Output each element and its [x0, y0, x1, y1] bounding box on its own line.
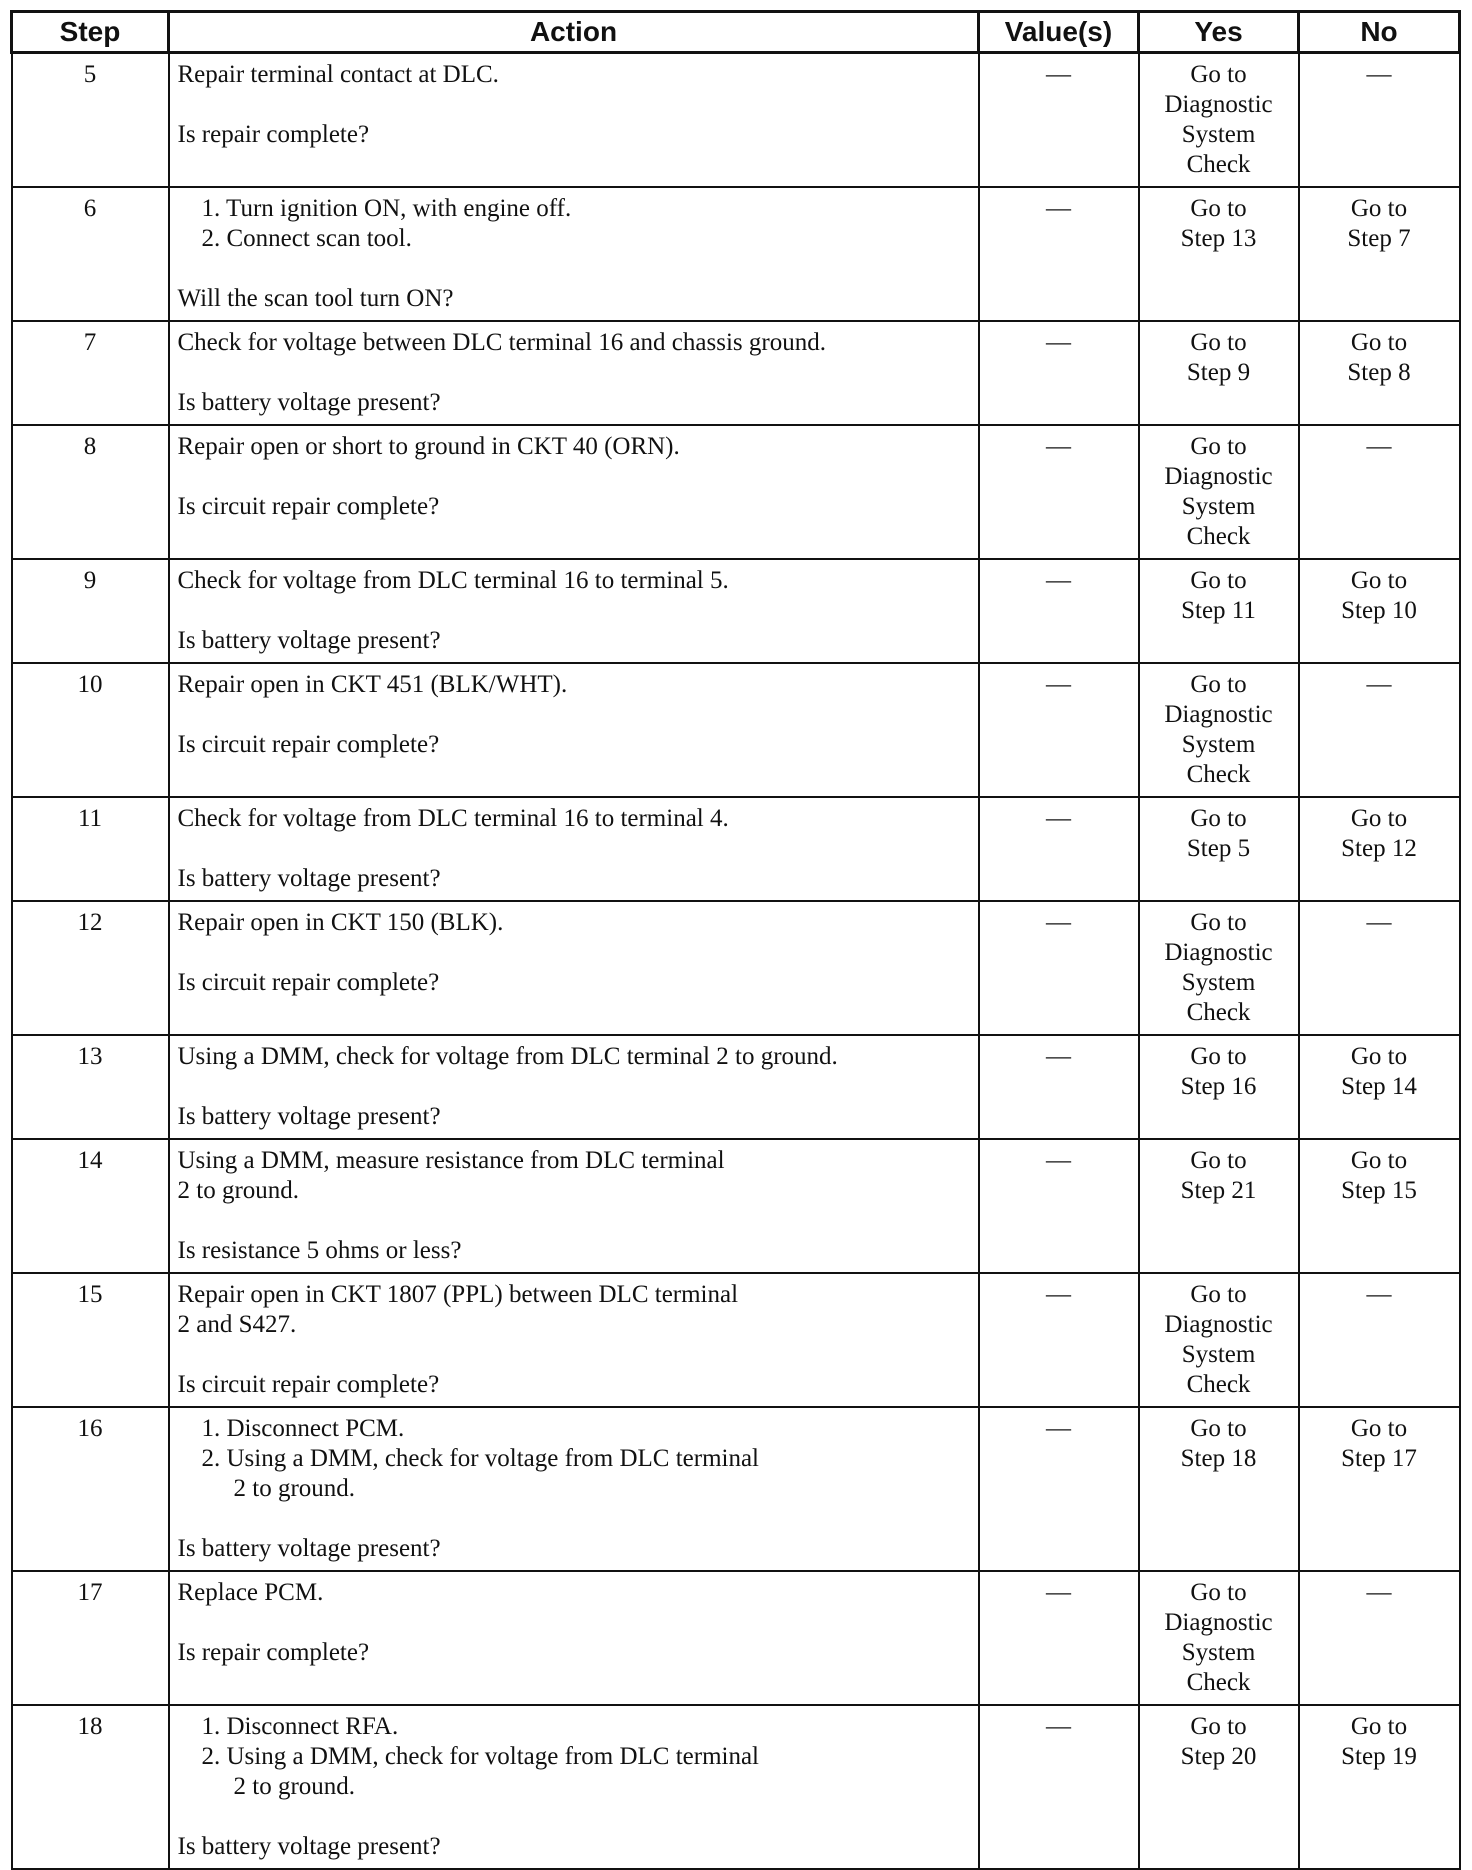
action-cell: [169, 1139, 979, 1273]
yes-cell: [1139, 425, 1299, 559]
no-result-text: Go to: [1350, 567, 1408, 594]
action-instruction: Check for voltage from DLC terminal 16 to terminal 5.: [177, 567, 729, 594]
no-result-text: Go to: [1350, 1415, 1408, 1442]
yes-result-text: Diagnostic: [1164, 1609, 1273, 1636]
action-instruction: Using a DMM, measure resistance from DLC terminal: [177, 1147, 725, 1174]
yes-result-text: Go to: [1190, 195, 1247, 222]
step-number: 8: [12, 425, 169, 559]
yes-cell: [1139, 1705, 1299, 1869]
step-number: 7: [12, 321, 169, 425]
step-number: 11: [12, 797, 169, 901]
action-question: Will the scan tool turn ON?: [177, 285, 454, 312]
yes-result-text: Go to: [1190, 433, 1247, 460]
header-yes: Yes: [1139, 12, 1299, 53]
table-row: [12, 901, 1460, 1035]
action-instruction: 2. Connect scan tool.: [201, 225, 412, 252]
action-spacer: [178, 1802, 970, 1832]
no-cell: [1299, 1705, 1460, 1869]
yes-result-text: Diagnostic: [1164, 463, 1273, 490]
no-cell: [1299, 797, 1460, 901]
no-cell: [1299, 559, 1460, 663]
value-dash: —: [1046, 805, 1071, 832]
header-no: No: [1299, 12, 1460, 53]
yes-result-text: System: [1181, 731, 1256, 758]
no-cell: [1299, 1035, 1460, 1139]
action-question: Is battery voltage present?: [177, 1833, 441, 1860]
no-result-text: —: [1366, 671, 1392, 698]
action-instruction: Check for voltage between DLC terminal 16 and chassis ground.: [177, 329, 826, 356]
action-cell: [169, 1705, 979, 1869]
table-row: [12, 1273, 1460, 1407]
no-cell: [1299, 1273, 1460, 1407]
action-spacer: [178, 1504, 970, 1534]
action-spacer: [178, 1340, 970, 1370]
action-cell: [169, 901, 979, 1035]
action-question: Is battery voltage present?: [177, 865, 441, 892]
yes-result-text: Check: [1186, 523, 1251, 550]
yes-result-text: Diagnostic: [1164, 701, 1273, 728]
table-row: [12, 321, 1460, 425]
action-question: Is battery voltage present?: [177, 1535, 441, 1562]
value-dash: —: [1046, 1579, 1071, 1606]
yes-result-text: System: [1181, 493, 1256, 520]
header-action: Action: [169, 12, 979, 53]
yes-result-text: Step 9: [1186, 359, 1251, 386]
no-result-text: —: [1366, 433, 1392, 460]
table-row: [12, 1571, 1460, 1705]
yes-cell: [1139, 1407, 1299, 1571]
no-result-text: Go to: [1350, 329, 1408, 356]
action-spacer: [178, 1608, 970, 1638]
value-cell: [979, 1705, 1139, 1869]
yes-result-text: Check: [1186, 999, 1251, 1026]
yes-cell: [1139, 53, 1299, 188]
action-cell: [169, 1035, 979, 1139]
action-instruction: Check for voltage from DLC terminal 16 to terminal 4.: [177, 805, 729, 832]
yes-cell: [1139, 1571, 1299, 1705]
action-cell: [169, 321, 979, 425]
action-cell: [169, 53, 979, 188]
action-instruction: 2. Using a DMM, check for voltage from DLC terminal: [201, 1445, 760, 1472]
action-question: Is resistance 5 ohms or less?: [177, 1237, 462, 1264]
yes-result-text: Go to: [1190, 1281, 1247, 1308]
no-result-text: Step 7: [1347, 225, 1411, 252]
action-cell: [169, 1273, 979, 1407]
table-row: [12, 1407, 1460, 1571]
yes-result-text: Check: [1186, 1669, 1251, 1696]
yes-result-text: Step 5: [1186, 835, 1251, 862]
step-number: 13: [12, 1035, 169, 1139]
no-result-text: —: [1366, 909, 1392, 936]
action-instruction: 2 to ground.: [177, 1177, 300, 1204]
yes-result-text: Step 20: [1180, 1743, 1257, 1770]
yes-result-text: Go to: [1190, 1579, 1247, 1606]
value-cell: [979, 1139, 1139, 1273]
yes-result-text: Go to: [1190, 329, 1247, 356]
yes-cell: [1139, 559, 1299, 663]
yes-cell: [1139, 1273, 1299, 1407]
no-cell: [1299, 1139, 1460, 1273]
action-instruction: Repair open in CKT 150 (BLK).: [177, 909, 504, 936]
table-row: [12, 53, 1460, 188]
table-row: [12, 1705, 1460, 1869]
value-dash: —: [1046, 329, 1071, 356]
no-result-text: —: [1366, 1281, 1392, 1308]
header-values: Value(s): [979, 12, 1139, 53]
action-cell: [169, 797, 979, 901]
no-cell: [1299, 425, 1460, 559]
yes-result-text: Go to: [1190, 61, 1247, 88]
action-question: Is circuit repair complete?: [177, 493, 440, 520]
table-row: [12, 559, 1460, 663]
yes-result-text: Diagnostic: [1164, 939, 1273, 966]
value-dash: —: [1046, 1281, 1071, 1308]
action-spacer: [178, 596, 970, 626]
action-question: Is circuit repair complete?: [177, 969, 440, 996]
yes-cell: [1139, 1035, 1299, 1139]
action-spacer: [178, 358, 970, 388]
no-result-text: Go to: [1350, 1713, 1408, 1740]
yes-result-text: System: [1181, 1639, 1256, 1666]
yes-result-text: Check: [1186, 761, 1251, 788]
no-result-text: Go to: [1350, 195, 1408, 222]
action-instruction: Using a DMM, check for voltage from DLC terminal 2 to ground.: [177, 1043, 838, 1070]
table-row: [12, 797, 1460, 901]
action-spacer: [178, 834, 970, 864]
value-cell: [979, 321, 1139, 425]
yes-result-text: Go to: [1190, 1043, 1247, 1070]
value-dash: —: [1046, 1043, 1071, 1070]
action-instruction: 2 and S427.: [177, 1311, 297, 1338]
value-dash: —: [1046, 1147, 1071, 1174]
table-row: [12, 663, 1460, 797]
action-instruction: Repair open or short to ground in CKT 40 (ORN).: [177, 433, 680, 460]
no-result-text: Step 14: [1341, 1073, 1417, 1100]
step-number: 17: [12, 1571, 169, 1705]
no-result-text: Step 15: [1341, 1177, 1417, 1204]
value-cell: [979, 663, 1139, 797]
action-cell: [169, 1571, 979, 1705]
yes-result-text: Go to: [1190, 671, 1247, 698]
action-instruction: 1. Turn ignition ON, with engine off.: [201, 195, 572, 222]
value-cell: [979, 1407, 1139, 1571]
action-spacer: [178, 700, 970, 730]
value-cell: [979, 901, 1139, 1035]
yes-result-text: Step 18: [1180, 1445, 1257, 1472]
step-number: 12: [12, 901, 169, 1035]
yes-result-text: Go to: [1190, 567, 1247, 594]
diagnostic-table-page: [10, 10, 1458, 1870]
step-number: 16: [12, 1407, 169, 1571]
no-cell: [1299, 663, 1460, 797]
value-dash: —: [1046, 909, 1071, 936]
yes-result-text: Step 11: [1181, 597, 1256, 624]
no-cell: [1299, 1407, 1460, 1571]
action-instruction: Repair terminal contact at DLC.: [177, 61, 499, 88]
action-spacer: [178, 1072, 970, 1102]
value-dash: —: [1046, 671, 1071, 698]
yes-result-text: Check: [1186, 151, 1251, 178]
value-cell: [979, 53, 1139, 188]
no-cell: [1299, 901, 1460, 1035]
value-cell: [979, 797, 1139, 901]
action-instruction: 1. Disconnect PCM.: [201, 1415, 405, 1442]
value-cell: [979, 1035, 1139, 1139]
no-result-text: Step 12: [1341, 835, 1417, 862]
yes-result-text: Step 21: [1180, 1177, 1257, 1204]
yes-result-text: Diagnostic: [1164, 91, 1273, 118]
yes-result-text: Go to: [1190, 1147, 1247, 1174]
yes-result-text: Go to: [1190, 1713, 1247, 1740]
step-number: 10: [12, 663, 169, 797]
action-instruction: Repair open in CKT 451 (BLK/WHT).: [177, 671, 568, 698]
yes-cell: [1139, 901, 1299, 1035]
action-cell: [169, 663, 979, 797]
step-number: 18: [12, 1705, 169, 1869]
no-result-text: —: [1366, 61, 1392, 88]
action-spacer: [178, 1206, 970, 1236]
yes-result-text: Go to: [1190, 1415, 1247, 1442]
action-question: Is battery voltage present?: [177, 627, 441, 654]
no-result-text: Go to: [1350, 1043, 1408, 1070]
no-result-text: Go to: [1350, 1147, 1408, 1174]
no-result-text: Step 19: [1341, 1743, 1417, 1770]
no-cell: [1299, 53, 1460, 188]
no-result-text: Go to: [1350, 805, 1408, 832]
table-row: [12, 425, 1460, 559]
table-row: [12, 1139, 1460, 1273]
action-cell: [169, 559, 979, 663]
yes-result-text: Check: [1186, 1371, 1251, 1398]
action-instruction: Repair open in CKT 1807 (PPL) between DLC terminal: [177, 1281, 739, 1308]
table-row: [12, 1035, 1460, 1139]
action-spacer: [178, 938, 970, 968]
value-dash: —: [1046, 61, 1071, 88]
yes-cell: [1139, 663, 1299, 797]
value-cell: [979, 1571, 1139, 1705]
action-cell: [169, 1407, 979, 1571]
action-spacer: [178, 90, 970, 120]
action-instruction: 2 to ground.: [233, 1475, 356, 1502]
step-number: 15: [12, 1273, 169, 1407]
step-number: 6: [12, 187, 169, 321]
yes-cell: [1139, 321, 1299, 425]
action-instruction: 1. Disconnect RFA.: [201, 1713, 399, 1740]
no-cell: [1299, 321, 1460, 425]
yes-cell: [1139, 1139, 1299, 1273]
table-body: [12, 53, 1460, 1870]
yes-result-text: Go to: [1190, 909, 1247, 936]
action-question: Is circuit repair complete?: [177, 1371, 440, 1398]
no-cell: [1299, 1571, 1460, 1705]
step-number: 9: [12, 559, 169, 663]
action-question: Is repair complete?: [177, 1639, 370, 1666]
value-cell: [979, 559, 1139, 663]
header-step: Step: [12, 12, 169, 53]
no-cell: [1299, 187, 1460, 321]
value-dash: —: [1046, 1415, 1071, 1442]
action-spacer: [178, 254, 970, 284]
action-instruction: 2 to ground.: [233, 1773, 356, 1800]
action-question: Is battery voltage present?: [177, 1103, 441, 1130]
diagnostic-table: [10, 10, 1461, 1870]
yes-result-text: Step 16: [1180, 1073, 1257, 1100]
value-dash: —: [1046, 195, 1071, 222]
no-result-text: Step 17: [1341, 1445, 1417, 1472]
action-cell: [169, 425, 979, 559]
table-header-row: [12, 12, 1460, 53]
value-cell: [979, 187, 1139, 321]
no-result-text: Step 10: [1341, 597, 1417, 624]
action-question: Is repair complete?: [177, 121, 370, 148]
value-dash: —: [1046, 567, 1071, 594]
action-spacer: [178, 462, 970, 492]
action-cell: [169, 187, 979, 321]
yes-result-text: System: [1181, 969, 1256, 996]
action-instruction: Replace PCM.: [177, 1579, 324, 1606]
yes-result-text: Step 13: [1180, 225, 1257, 252]
yes-result-text: Go to: [1190, 805, 1247, 832]
value-dash: —: [1046, 1713, 1071, 1740]
yes-cell: [1139, 187, 1299, 321]
yes-result-text: System: [1181, 121, 1256, 148]
action-question: Is circuit repair complete?: [177, 731, 440, 758]
table-row: [12, 187, 1460, 321]
value-cell: [979, 425, 1139, 559]
value-dash: —: [1046, 433, 1071, 460]
no-result-text: Step 8: [1347, 359, 1411, 386]
yes-result-text: System: [1181, 1341, 1256, 1368]
step-number: 14: [12, 1139, 169, 1273]
no-result-text: —: [1366, 1579, 1392, 1606]
yes-cell: [1139, 797, 1299, 901]
yes-result-text: Diagnostic: [1164, 1311, 1273, 1338]
action-instruction: 2. Using a DMM, check for voltage from DLC terminal: [201, 1743, 760, 1770]
step-number: 5: [12, 53, 169, 188]
action-question: Is battery voltage present?: [177, 389, 441, 416]
value-cell: [979, 1273, 1139, 1407]
